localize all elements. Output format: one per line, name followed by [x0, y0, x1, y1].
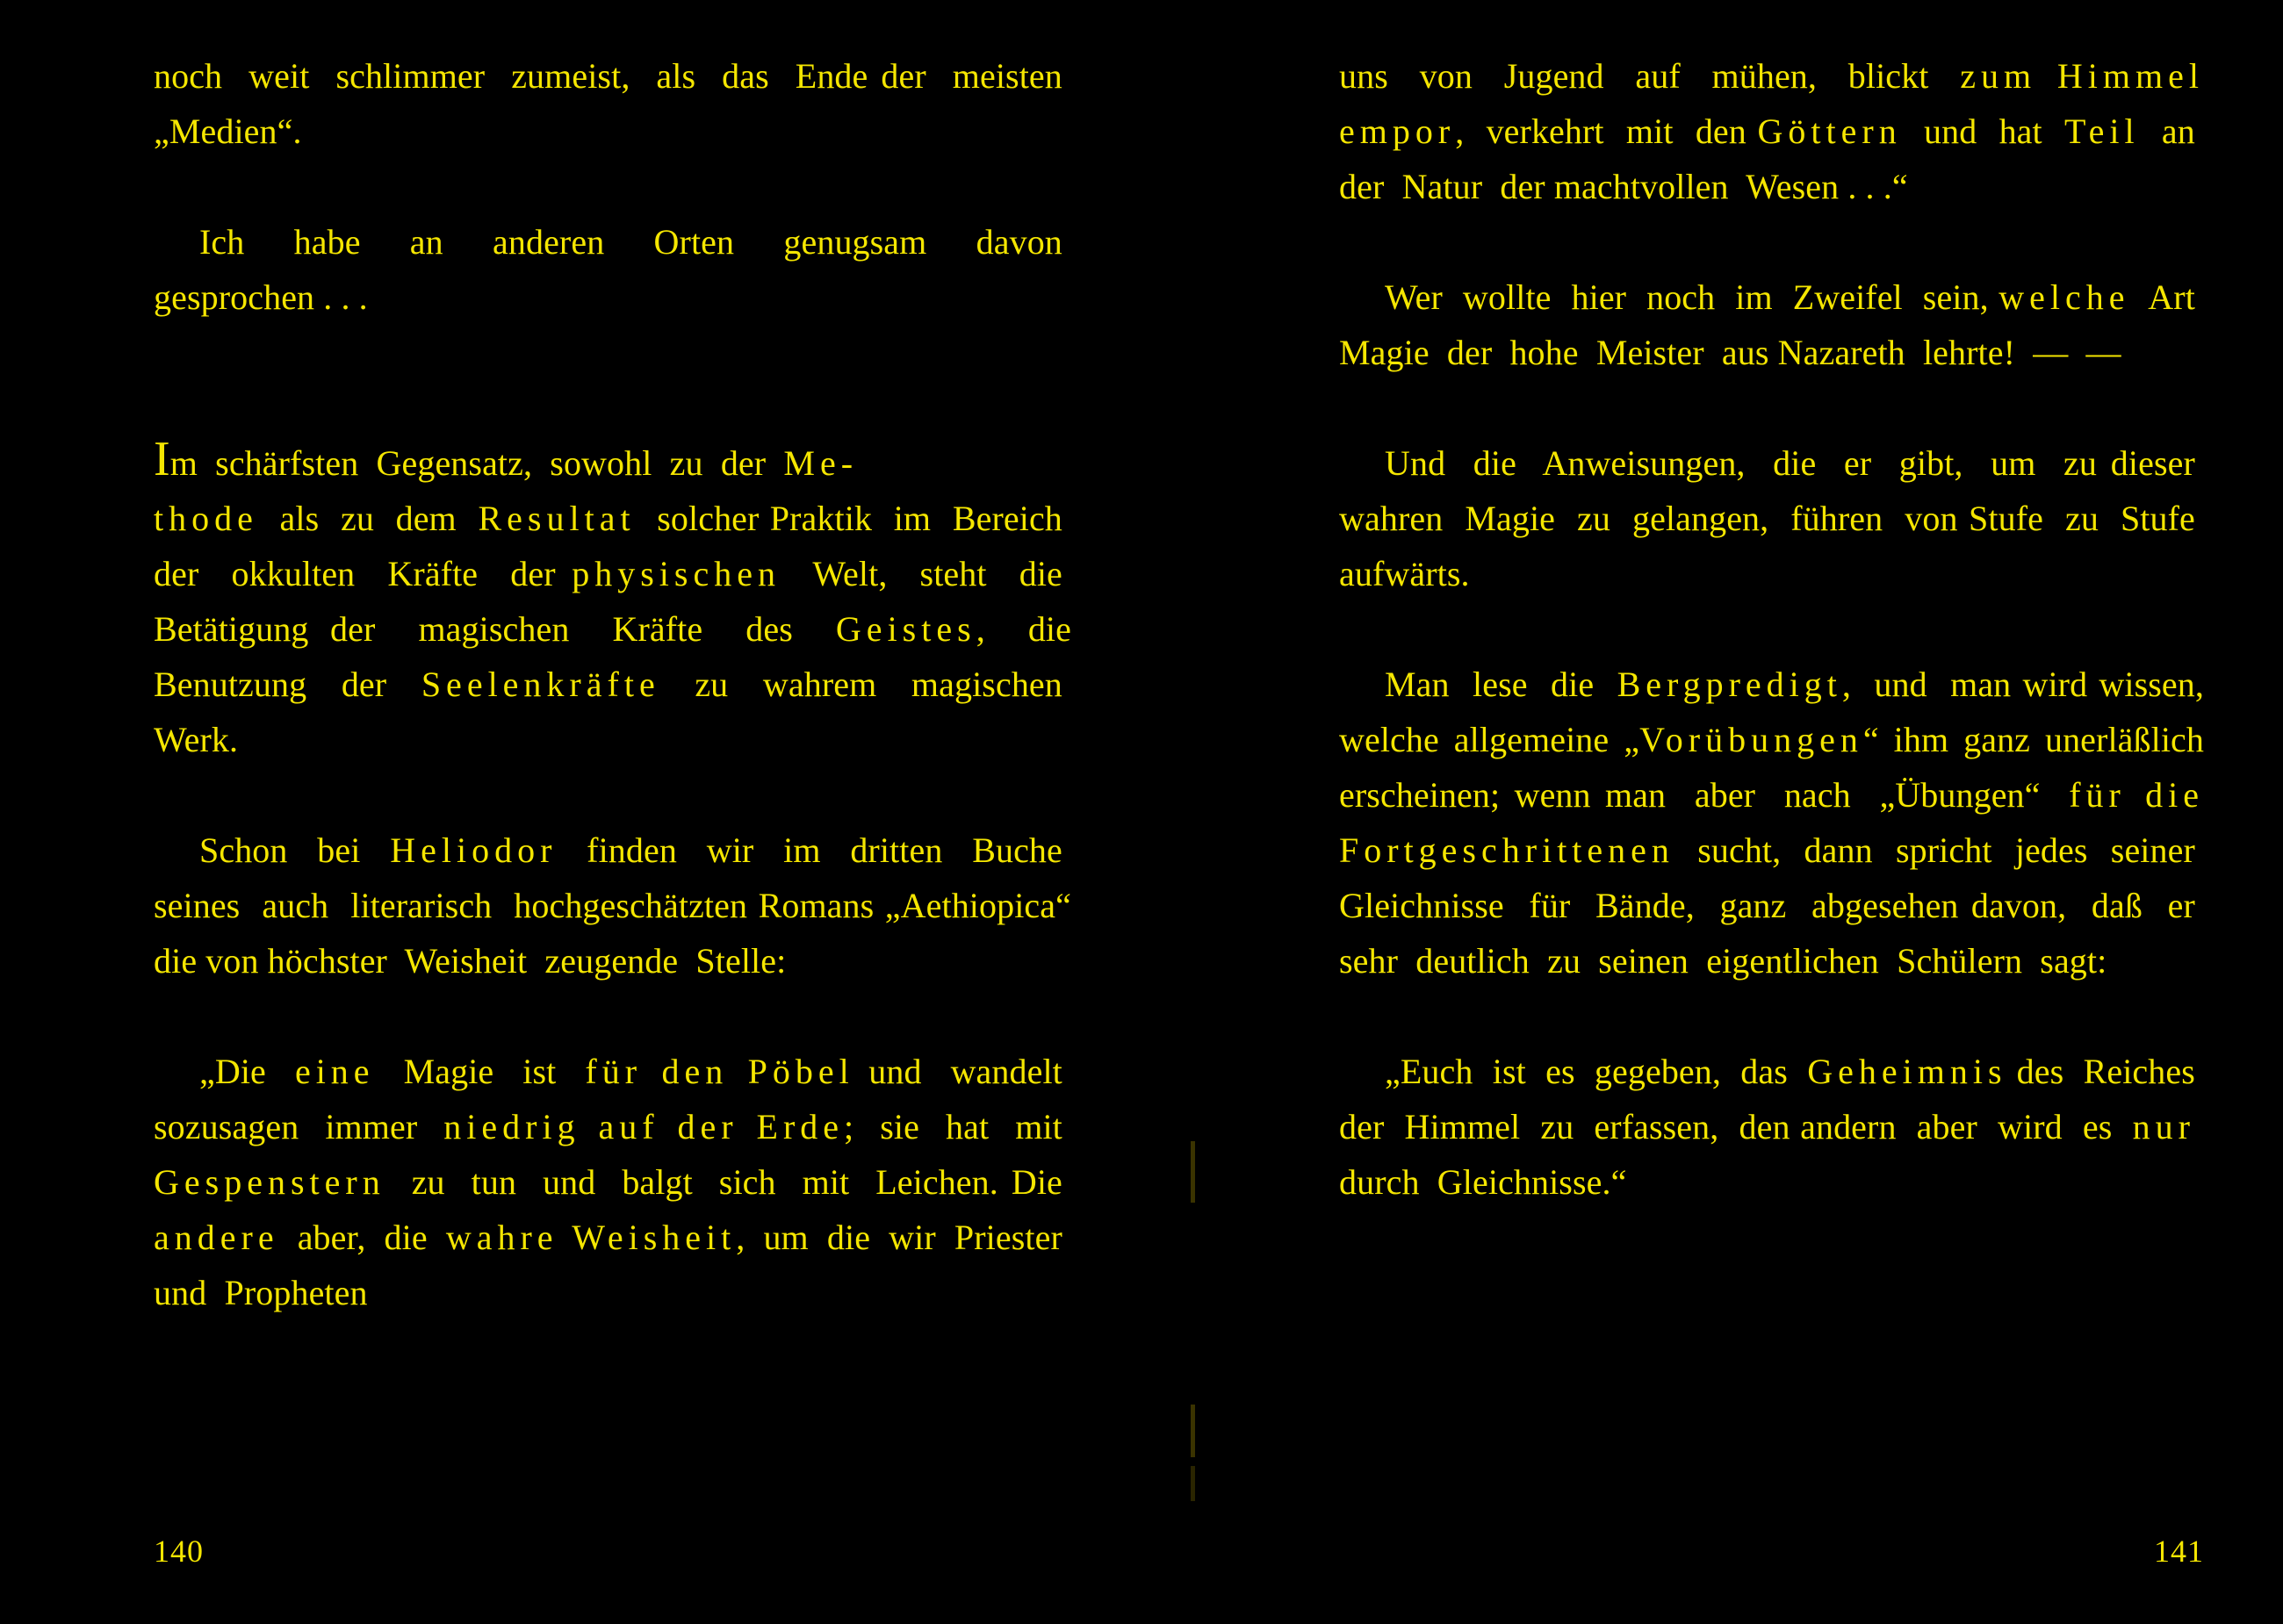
- page-number-right: 141: [2154, 1534, 2204, 1569]
- paragraph: Im schärfsten Gegensatz, sowohl zu der Me- thode als zu dem Resultat solcher Praktik im Bereich der okkulten Kräfte der physischen Welt, steht die Betätigung der magischen Kräfte des Geistes, die Benutzung der Seelenkräfte zu wahrem magischen Werk.: [154, 432, 1072, 759]
- paragraph: Wer wollte hier noch im Zweifel sein, welche Art Magie der hohe Meister aus Nazareth lehrte! — —: [1339, 277, 2205, 372]
- paragraph: Schon bei Heliodor finden wir im dritten Buche seines auch literarisch hochgeschätzten Romans „Aethiopica“ die von höchster Weisheit zeugende Stelle:: [154, 830, 1071, 981]
- paragraph: uns von Jugend auf mühen, blickt zum Himmel empor, verkehrt mit den Göttern und hat Teil an der Natur der machtvollen Wesen . . .“: [1339, 56, 2204, 206]
- paragraph: Ich habe an anderen Orten genugsam davon gesprochen . . .: [154, 222, 1071, 317]
- paragraph: noch weit schlimmer zumeist, als das Ende der meisten „Medien“.: [154, 56, 1071, 151]
- paragraph: „Die eine Magie ist für den Pöbel und wandelt sozusagen immer niedrig auf der Erde; sie hat mit Gespenstern zu tun und balgt sich mit Leichen. Die andere aber, die wahre Weisheit, um die wir Priester und Propheten: [154, 1052, 1071, 1312]
- drop-cap: I: [154, 432, 170, 486]
- paragraph: „Euch ist es gegeben, das Geheimnis des Reiches der Himmel zu erfassen, den andern aber wird es nur durch Gleichnisse.“: [1339, 1052, 2204, 1202]
- page-number-left: 140: [154, 1534, 204, 1569]
- page-right: [1177, 0, 2283, 1624]
- paragraph: Man lese die Bergpredigt, und man wird wissen, welche allgemeine „Vorübungen“ ihm ganz unerläßlich erscheinen; wenn man aber nach „Übungen“ für die Fortgeschrittenen sucht, dann spricht jedes seiner Gleichnisse für Bände, ganz abgesehen davon, daß er sehr deutlich zu seinen eigentlichen Schülern sagt:: [1339, 665, 2205, 981]
- paragraph: Und die Anweisungen, die er gibt, um zu dieser wahren Magie zu gelangen, führen von Stufe zu Stufe aufwärts.: [1339, 443, 2204, 593]
